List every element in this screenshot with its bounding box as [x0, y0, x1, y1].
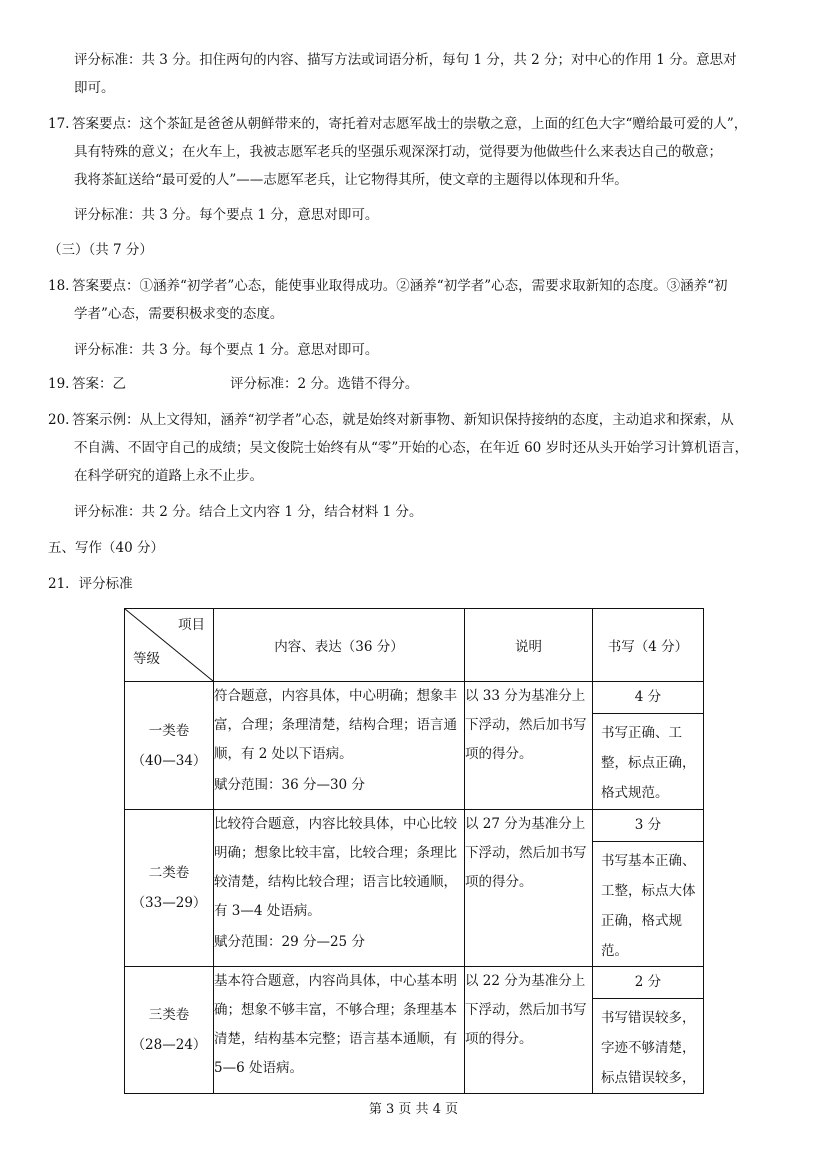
writing-cell [593, 810, 704, 967]
writing-desc: 书写基本正确、工整，标点大体正确，格式规范。 [601, 853, 696, 959]
content-cell [214, 682, 465, 810]
table-header-row [125, 609, 704, 682]
q20-answer-line-1: 答案示例：从上文得知，涵养“初学者”心态，就是始终对新事物、新知识保持接纳的态度，主动追求和探索，从 [72, 412, 734, 428]
level-range: （28—24） [131, 1037, 207, 1053]
q18-score: 评分标准：共 3 分。每个要点 1 分。意思对即可。 [74, 342, 379, 358]
q19-number: 19. [48, 376, 70, 392]
level-name: 一类卷 [148, 722, 190, 739]
level-cell [125, 682, 214, 810]
content-text: 符合题意，内容具体，中心明确；想象丰富，合理；条理清楚，结构合理；语言通顺，有 2 处以下语病。 [214, 688, 457, 762]
q20-score: 评分标准：共 2 分。结合上文内容 1 分，结合材料 1 分。 [74, 504, 423, 520]
q20-answer-line-3: 在科学研究的道路上永不止步。 [74, 468, 263, 484]
grading-table [124, 608, 704, 1094]
header-content: 内容、表达（36 分） [214, 609, 465, 682]
level-range: （33—29） [131, 895, 207, 911]
q17-answer-line-3: 我将茶缸送给“最可爱的人”——志愿军老兵，让它物得其所，使文章的主题得以体现和升华。 [74, 172, 628, 188]
writing-points: 3 分 [593, 810, 703, 842]
q18-answer-line-1: 答案要点：①涵养“初学者”心态，能使事业取得成功。②涵养“初学者”心态，需要求取新知的态度。③涵养“初 [72, 278, 728, 294]
q17-answer-line-1: 答案要点：这个茶缸是爸爸从朝鲜带来的，寄托着对志愿军战士的崇敬之意，上面的红色大字“赠给最可爱的人”， [72, 116, 748, 132]
header-diagonal-cell [125, 609, 214, 682]
level-name: 三类卷 [148, 1007, 190, 1023]
q18-answer-line-2: 学者”心态，需要积极求变的态度。 [74, 306, 284, 322]
writing-points: 2 分 [593, 967, 703, 999]
table-row [125, 682, 704, 810]
content-cell [214, 810, 465, 967]
note-cell: 以 27 分为基准分上下浮动，然后加书写项的得分。 [465, 810, 593, 967]
header-item: 项目 [178, 617, 205, 633]
q19-answer: 答案：乙 [72, 376, 126, 392]
writing-cell [593, 967, 704, 1094]
content-text: 基本符合题意，内容尚具体，中心基本明确；想象不够丰富，不够合理；条理基本清楚，结构基本完整；语言基本通顺，有 5—6 处语病。 [214, 973, 457, 1076]
score-range: 赋分范围：29 分—25 分 [214, 934, 365, 950]
writing-desc: 书写错误较多，字迹不够清楚，标点错误较多， [601, 1010, 696, 1086]
writing-desc: 书写正确、工整，标点正确，格式规范。 [601, 725, 696, 801]
q17-score: 评分标准：共 3 分。每个要点 1 分，意思对即可。 [74, 207, 379, 223]
content-cell [214, 967, 465, 1094]
header-note: 说明 [465, 609, 593, 682]
q20-number: 20. [48, 412, 70, 428]
level-cell [125, 967, 214, 1094]
note-cell: 以 33 分为基准分上下浮动，然后加书写项的得分。 [465, 682, 593, 810]
header-grade: 等级 [133, 651, 160, 667]
writing-cell [593, 682, 704, 810]
level-name: 二类卷 [148, 865, 190, 881]
header-writing: 书写（4 分） [593, 609, 704, 682]
q16-score-line-1: 评分标准：共 3 分。扣住两句的内容、描写方法或词语分析，每句 1 分，共 2 分；对中心的作用 1 分。意思对 [74, 52, 737, 68]
table-row [125, 810, 704, 967]
section-5-heading: 五、写作（40 分） [48, 540, 164, 556]
q21-heading: 21．评分标准 [48, 576, 133, 592]
q16-score-line-2: 即可。 [74, 80, 115, 96]
q17-answer-line-2: 具有特殊的意义；在火车上，我被志愿军老兵的坚强乐观深深打动，觉得要为他做些什么来表达自己的敬意； [74, 144, 722, 160]
q18-number: 18. [48, 278, 70, 294]
writing-points: 4 分 [593, 682, 703, 714]
level-range: （40—34） [131, 752, 207, 769]
q17-number: 17. [48, 116, 70, 132]
level-cell [125, 810, 214, 967]
score-range: 赋分范围：36 分—30 分 [214, 777, 365, 793]
page-footer: 第 3 页 共 4 页 [368, 1102, 459, 1117]
table-row [125, 967, 704, 1094]
section-3-heading: （三）（共 7 分） [48, 242, 153, 258]
content-text: 比较符合题意，内容比较具体，中心比较明确；想象比较丰富，比较合理；条理比较清楚，结构比较合理；语言比较通顺，有 3—4 处语病。 [214, 816, 457, 919]
q19-score: 评分标准：2 分。选错不得分。 [230, 376, 419, 392]
note-cell: 以 22 分为基准分上下浮动，然后加书写项的得分。 [465, 967, 593, 1094]
q20-answer-line-2: 不自满、不固守自己的成绩；吴文俊院士始终有从“零”开始的心态，在年近 60 岁时还从头开始学习计算机语言， [74, 440, 749, 456]
